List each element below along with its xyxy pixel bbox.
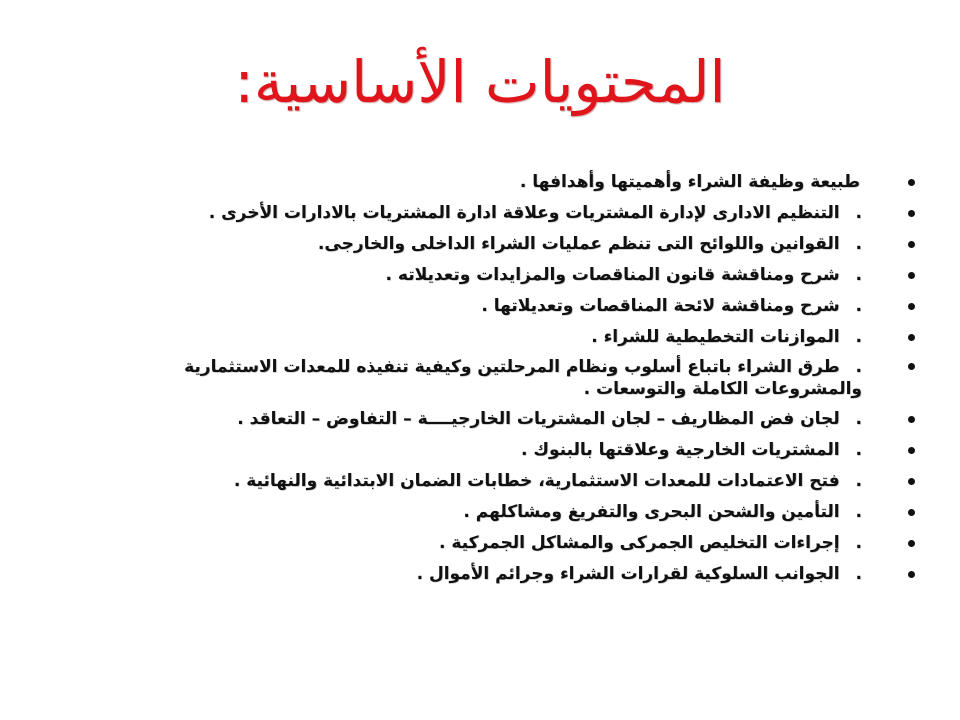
list-item-text: شرح ومناقشة لائحة المناقصات وتعديلاتها .: [481, 296, 840, 316]
list-item: [150, 199, 920, 227]
bullet-dot-icon: [908, 334, 915, 341]
list-item: [150, 498, 920, 526]
list-item: [150, 292, 920, 320]
list-item: [150, 467, 920, 495]
list-item-text: القوانين واللوائح التى تنظم عمليات الشراء الداخلى والخارجى.: [317, 234, 840, 254]
list-item-prefix: .: [855, 327, 862, 347]
slide-title: المحتويات الأساسية:: [234, 47, 726, 116]
list-item-text: فتح الاعتمادات للمعدات الاستثمارية، خطابات الضمان الابتدائية والنهائية .: [233, 471, 840, 491]
list-item: [150, 529, 920, 557]
bullet-dot-icon: [908, 571, 915, 578]
list-item-prefix: .: [855, 502, 862, 522]
list-item-prefix: .: [855, 296, 862, 316]
list-item-prefix: .: [855, 533, 862, 553]
list-item-text: التنظيم الادارى لإدارة المشتريات وعلاقة ادارة المشتريات بالادارات الأخرى .: [208, 203, 840, 223]
bullet-dot-icon: [908, 303, 915, 310]
bullet-dot-icon: [908, 272, 915, 279]
list-item-prefix: .: [855, 471, 862, 491]
bullet-dot-icon: [908, 509, 915, 516]
list-item-text: الموازنات التخطيطية للشراء .: [591, 327, 840, 347]
list-item-prefix: .: [855, 203, 862, 223]
list-item: [150, 560, 920, 588]
list-item: [150, 323, 920, 351]
list-item-prefix: .: [855, 440, 862, 460]
list-item-text: طبيعة وظيفة الشراء وأهميتها وأهدافها .: [519, 172, 860, 192]
list-item: [150, 230, 920, 258]
list-item-text: الجوانب السلوكية لقرارات الشراء وجرائم الأموال .: [416, 564, 840, 584]
list-item-text: شرح ومناقشة قانون المناقصات والمزايدات وتعديلاته .: [385, 265, 840, 285]
bullet-dot-icon: [908, 447, 915, 454]
bullet-dot-icon: [908, 179, 915, 186]
bullet-dot-icon: [908, 363, 915, 370]
bullet-dot-icon: [908, 540, 915, 547]
bullet-dot-icon: [908, 241, 915, 248]
list-item: [150, 436, 920, 464]
list-item-prefix: .: [855, 265, 862, 285]
list-item-text: التأمين والشحن البحرى والتفريغ ومشاكلهم .: [463, 502, 840, 522]
list-item: [150, 354, 920, 402]
bullet-dot-icon: [908, 478, 915, 485]
list-item: [150, 405, 920, 433]
bullet-dot-icon: [908, 416, 915, 423]
bullet-list: [150, 168, 920, 588]
list-item-text: طرق الشراء باتباع أسلوب ونظام المرحلتين وكيفية تنفيذه للمعدات الاستثمارية والمشروعات الكاملة والتوسعات .: [184, 357, 862, 399]
slide-content: [150, 168, 920, 591]
list-item-text: المشتريات الخارجية وعلاقتها بالبنوك .: [521, 440, 840, 460]
list-item-prefix: .: [855, 564, 862, 584]
list-item-prefix: .: [855, 357, 862, 377]
bullet-dot-icon: [908, 210, 915, 217]
list-item-text: لجان فض المظاريف – لجان المشتريات الخارجيــــة – التفاوض – التعاقد .: [237, 409, 840, 429]
list-item-prefix: .: [855, 409, 862, 429]
list-item-text: إجراءات التخليص الجمركى والمشاكل الجمركية .: [438, 533, 840, 553]
list-item: [150, 168, 920, 196]
list-item-prefix: .: [855, 234, 862, 254]
list-item: [150, 261, 920, 289]
